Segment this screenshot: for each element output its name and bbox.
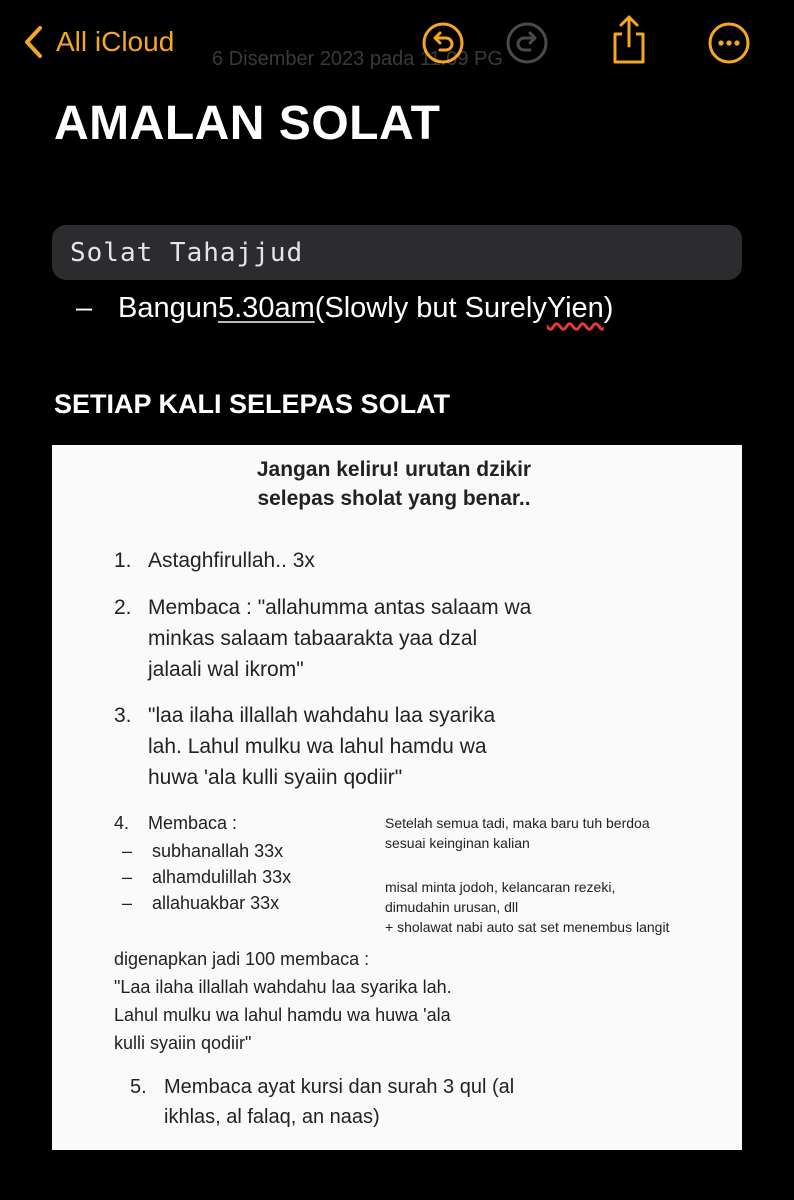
monostyled-block[interactable]: Solat Tahajjud <box>52 225 742 280</box>
item-text: "laa ilaha illallah wahdahu laa syarika <box>148 704 496 727</box>
completion-line: "Laa ilaha illallah wahdahu laa syarika lah. <box>114 977 452 997</box>
list-item <box>114 809 237 837</box>
list-item <box>114 700 495 793</box>
section-heading[interactable]: SETIAP KALI SELEPAS SOLAT <box>54 389 451 419</box>
image-title-line: Jangan keliru! urutan dzikir <box>256 458 532 481</box>
item-text: huwa 'ala kulli syaiin qodiir" <box>148 766 403 789</box>
side-note-line: + sholawat nabi auto sat set menembus langit <box>385 919 670 935</box>
undo-icon <box>420 20 466 66</box>
sub-dash: – <box>122 841 133 861</box>
sub-item-text: alhamdulillah 33x <box>152 867 292 887</box>
item-number: 4. <box>114 813 130 833</box>
note-title[interactable]: AMALAN SOLAT <box>54 97 441 150</box>
item-text: Membaca ayat kursi dan surah 3 qul (al <box>164 1076 515 1098</box>
completion-text <box>114 945 452 1057</box>
item-number: 1. <box>114 549 132 572</box>
item-text: ikhlas, al falaq, an naas) <box>164 1106 380 1128</box>
item-text: Membaca : "allahumma antas salaam wa <box>148 596 532 619</box>
sub-dash: – <box>122 893 133 913</box>
more-button[interactable] <box>706 20 752 66</box>
item-text: minkas salaam tabaarakta yaa dzal <box>148 627 478 650</box>
image-title-line: selepas sholat yang benar.. <box>257 487 531 510</box>
item-text: Astaghfirullah.. 3x <box>148 549 315 572</box>
completion-line: digenapkan jadi 100 membaca : <box>114 949 370 969</box>
item-number: 3. <box>114 704 132 727</box>
more-icon <box>706 20 752 66</box>
bullet-dash: – <box>76 292 93 324</box>
list-item <box>114 592 531 685</box>
redo-icon <box>504 20 550 66</box>
list-item <box>114 545 315 576</box>
bullet-suffix: ) <box>603 292 614 324</box>
item-text: lah. Lahul mulku wa lahul hamdu wa <box>148 735 487 758</box>
sub-item-text: subhanallah 33x <box>152 841 284 861</box>
side-note-line: Setelah semua tadi, maka baru tuh berdoa <box>385 815 650 831</box>
note-date: 6 Disember 2023 pada 11.09 PG <box>212 48 503 70</box>
back-button[interactable] <box>22 22 174 62</box>
bullet-prefix: Bangun <box>118 292 218 324</box>
share-button[interactable] <box>606 14 652 60</box>
embedded-image[interactable] <box>52 445 742 1150</box>
side-note <box>385 877 669 937</box>
item-text: jalaali wal ikrom" <box>148 658 304 681</box>
sub-item <box>122 838 283 864</box>
item-text: Membaca : <box>148 813 238 833</box>
sub-item <box>122 864 291 890</box>
side-note <box>385 813 650 853</box>
chevron-left-icon <box>22 24 46 60</box>
image-title <box>52 455 742 513</box>
side-note-line: misal minta jodoh, kelancaran rezeki, <box>385 879 616 895</box>
completion-line: kulli syaiin qodiir" <box>114 1033 252 1053</box>
side-note-line: dimudahin urusan, dll <box>385 899 519 915</box>
bullet-middle: (Slowly but Surely <box>314 292 547 324</box>
toolbar <box>0 0 794 90</box>
completion-line: Lahul mulku wa lahul hamdu wa huwa 'ala <box>114 1005 451 1025</box>
misspelled-word[interactable]: Yien <box>546 292 604 324</box>
undo-button[interactable] <box>420 20 466 66</box>
share-icon <box>606 14 652 66</box>
redo-button[interactable] <box>504 20 550 66</box>
time-link[interactable]: 5.30am <box>218 292 315 324</box>
item-number: 2. <box>114 596 132 619</box>
back-label: All iCloud <box>56 26 175 57</box>
sub-dash: – <box>122 867 133 887</box>
list-item <box>130 1072 514 1132</box>
bullet-item[interactable] <box>76 292 613 325</box>
sub-item-text: allahuakbar 33x <box>152 893 280 913</box>
side-note-line: sesuai keinginan kalian <box>385 835 530 851</box>
sub-item <box>122 890 279 916</box>
item-number: 5. <box>130 1076 147 1098</box>
